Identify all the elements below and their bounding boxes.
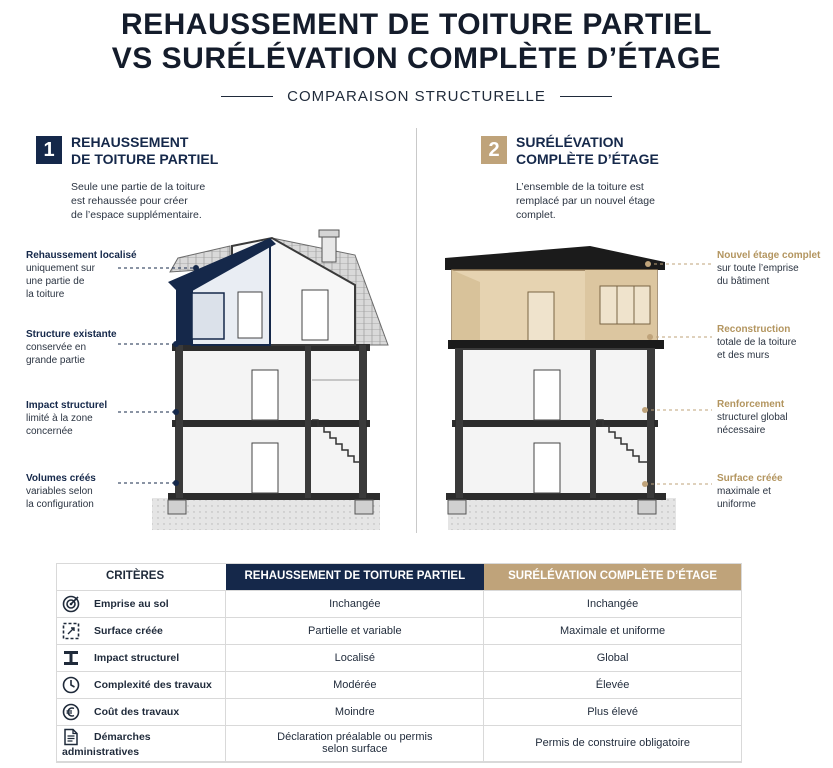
callout-localized-raise	[26, 249, 137, 301]
callout-heading: Reconstruction	[717, 324, 791, 335]
callout-line: uniquement sur	[26, 263, 95, 274]
euro-icon	[62, 703, 80, 721]
document-icon	[62, 728, 80, 746]
criterion-label: Impact structurel	[94, 651, 180, 664]
table-row	[56, 644, 742, 671]
section-1-heading	[71, 134, 218, 168]
criterion-label: Coût des travaux	[94, 705, 180, 718]
option1-value	[226, 725, 484, 761]
callout-heading: Surface créée	[717, 473, 783, 484]
table-row	[56, 725, 742, 761]
table-row	[56, 590, 742, 617]
section-2-desc-line2: remplacé par un nouvel étage	[516, 195, 655, 207]
header-option-1: REHAUSSEMENT DE TOITURE PARTIEL	[226, 563, 484, 590]
chimney	[322, 236, 336, 262]
criterion-label: Surface créée	[94, 624, 163, 637]
option1-value: Moindre	[226, 698, 484, 725]
option2-value: Permis de construire obligatoire	[484, 725, 742, 761]
comparison-table	[56, 563, 742, 762]
door-attic-1	[238, 292, 262, 338]
option1-value: Localisé	[226, 644, 484, 671]
house-full-storey	[445, 246, 676, 530]
callout-line: limité à la zone	[26, 413, 93, 424]
dashed-area-icon	[62, 622, 80, 640]
section-1-heading-line2: DE TOITURE PARTIEL	[71, 151, 219, 167]
section-2-heading-line1: SURÉLÉVATION	[516, 134, 624, 150]
callout-created-surface	[717, 472, 783, 511]
option1-value-line1: Déclaration préalable ou permis	[277, 731, 433, 743]
section-1-desc-line3: de l’espace supplémentaire.	[71, 209, 202, 221]
section-2-badge: 2	[481, 136, 507, 164]
callout-line: totale de la toiture	[717, 337, 797, 348]
callout-line: variables selon	[26, 486, 93, 497]
callout-line: la configuration	[26, 499, 94, 510]
callout-created-volumes	[26, 472, 96, 511]
new-roof	[445, 246, 665, 270]
steel-beam-icon	[62, 649, 80, 667]
header-criteria: CRITÈRES	[56, 563, 226, 590]
section-1-badge: 1	[36, 136, 62, 164]
callout-heading: Structure existante	[26, 329, 117, 340]
option1-value: Modérée	[226, 671, 484, 698]
callout-line: nécessaire	[717, 425, 766, 436]
callout-line: et des murs	[717, 350, 770, 361]
callout-heading: Volumes créés	[26, 473, 96, 484]
callout-existing-structure	[26, 328, 117, 367]
house-partial-raise	[152, 230, 388, 530]
section-2-desc-line1: L’ensemble de la toiture est	[516, 181, 644, 193]
criterion-label: Complexité des travaux	[94, 678, 212, 691]
subtitle: COMPARAISON STRUCTURELLE	[287, 88, 546, 105]
option1-value: Partielle et variable	[226, 617, 484, 644]
option2-value: Global	[484, 644, 742, 671]
main-title-line1: REHAUSSEMENT DE TOITURE PARTIEL	[120, 8, 713, 41]
callout-structural-impact	[26, 399, 107, 438]
callout-line: uniforme	[717, 499, 756, 510]
option1-value-line2: selon surface	[322, 743, 388, 755]
table-row	[56, 671, 742, 698]
section-2-description	[516, 180, 655, 222]
callout-line: conservée en	[26, 342, 87, 353]
callout-reinforcement	[717, 398, 788, 437]
section-2-desc-line3: complet.	[516, 209, 556, 221]
callout-line: maximale et	[717, 486, 771, 497]
callout-heading: Impact structurel	[26, 400, 108, 411]
callout-line: concernée	[26, 426, 73, 437]
option2-value: Inchangée	[484, 590, 742, 617]
callout-line: grande partie	[26, 355, 85, 366]
header-option-2: SURÉLÉVATION COMPLÈTE D’ÉTAGE	[484, 563, 742, 590]
section-2-heading	[516, 134, 659, 168]
callout-line: du bâtiment	[717, 276, 770, 287]
option2-value: Maximale et uniforme	[484, 617, 742, 644]
callout-reconstruction	[717, 323, 797, 362]
door-attic-2	[302, 290, 328, 340]
clock-icon	[62, 676, 80, 694]
callout-line: structurel global	[717, 412, 788, 423]
criterion-label: Démarches administratives	[62, 730, 151, 758]
section-2-heading-line2: COMPLÈTE D’ÉTAGE	[516, 151, 659, 167]
section-1-desc-line1: Seule une partie de la toiture	[71, 181, 206, 193]
section-1-description	[71, 180, 205, 222]
option1-value: Inchangée	[226, 590, 484, 617]
option2-value: Élevée	[484, 671, 742, 698]
table-row	[56, 698, 742, 725]
callout-line: une partie de	[26, 276, 85, 287]
target-icon	[62, 595, 80, 613]
callout-heading: Rehaussement localisé	[26, 250, 137, 261]
option2-value: Plus élevé	[484, 698, 742, 725]
section-1-desc-line2: est rehaussée pour créer	[71, 195, 188, 207]
callout-new-storey	[717, 249, 820, 288]
callout-line: sur toute l’emprise	[717, 263, 799, 274]
table-row	[56, 617, 742, 644]
callout-line: la toiture	[26, 289, 65, 300]
section-1-heading-line1: REHAUSSEMENT	[71, 134, 189, 150]
callout-heading: Renforcement	[717, 399, 785, 410]
callout-heading: Nouvel étage complet	[717, 250, 821, 261]
criterion-label: Emprise au sol	[94, 597, 169, 610]
main-title-line2: VS SURÉLÉVATION COMPLÈTE D’ÉTAGE	[111, 42, 722, 75]
